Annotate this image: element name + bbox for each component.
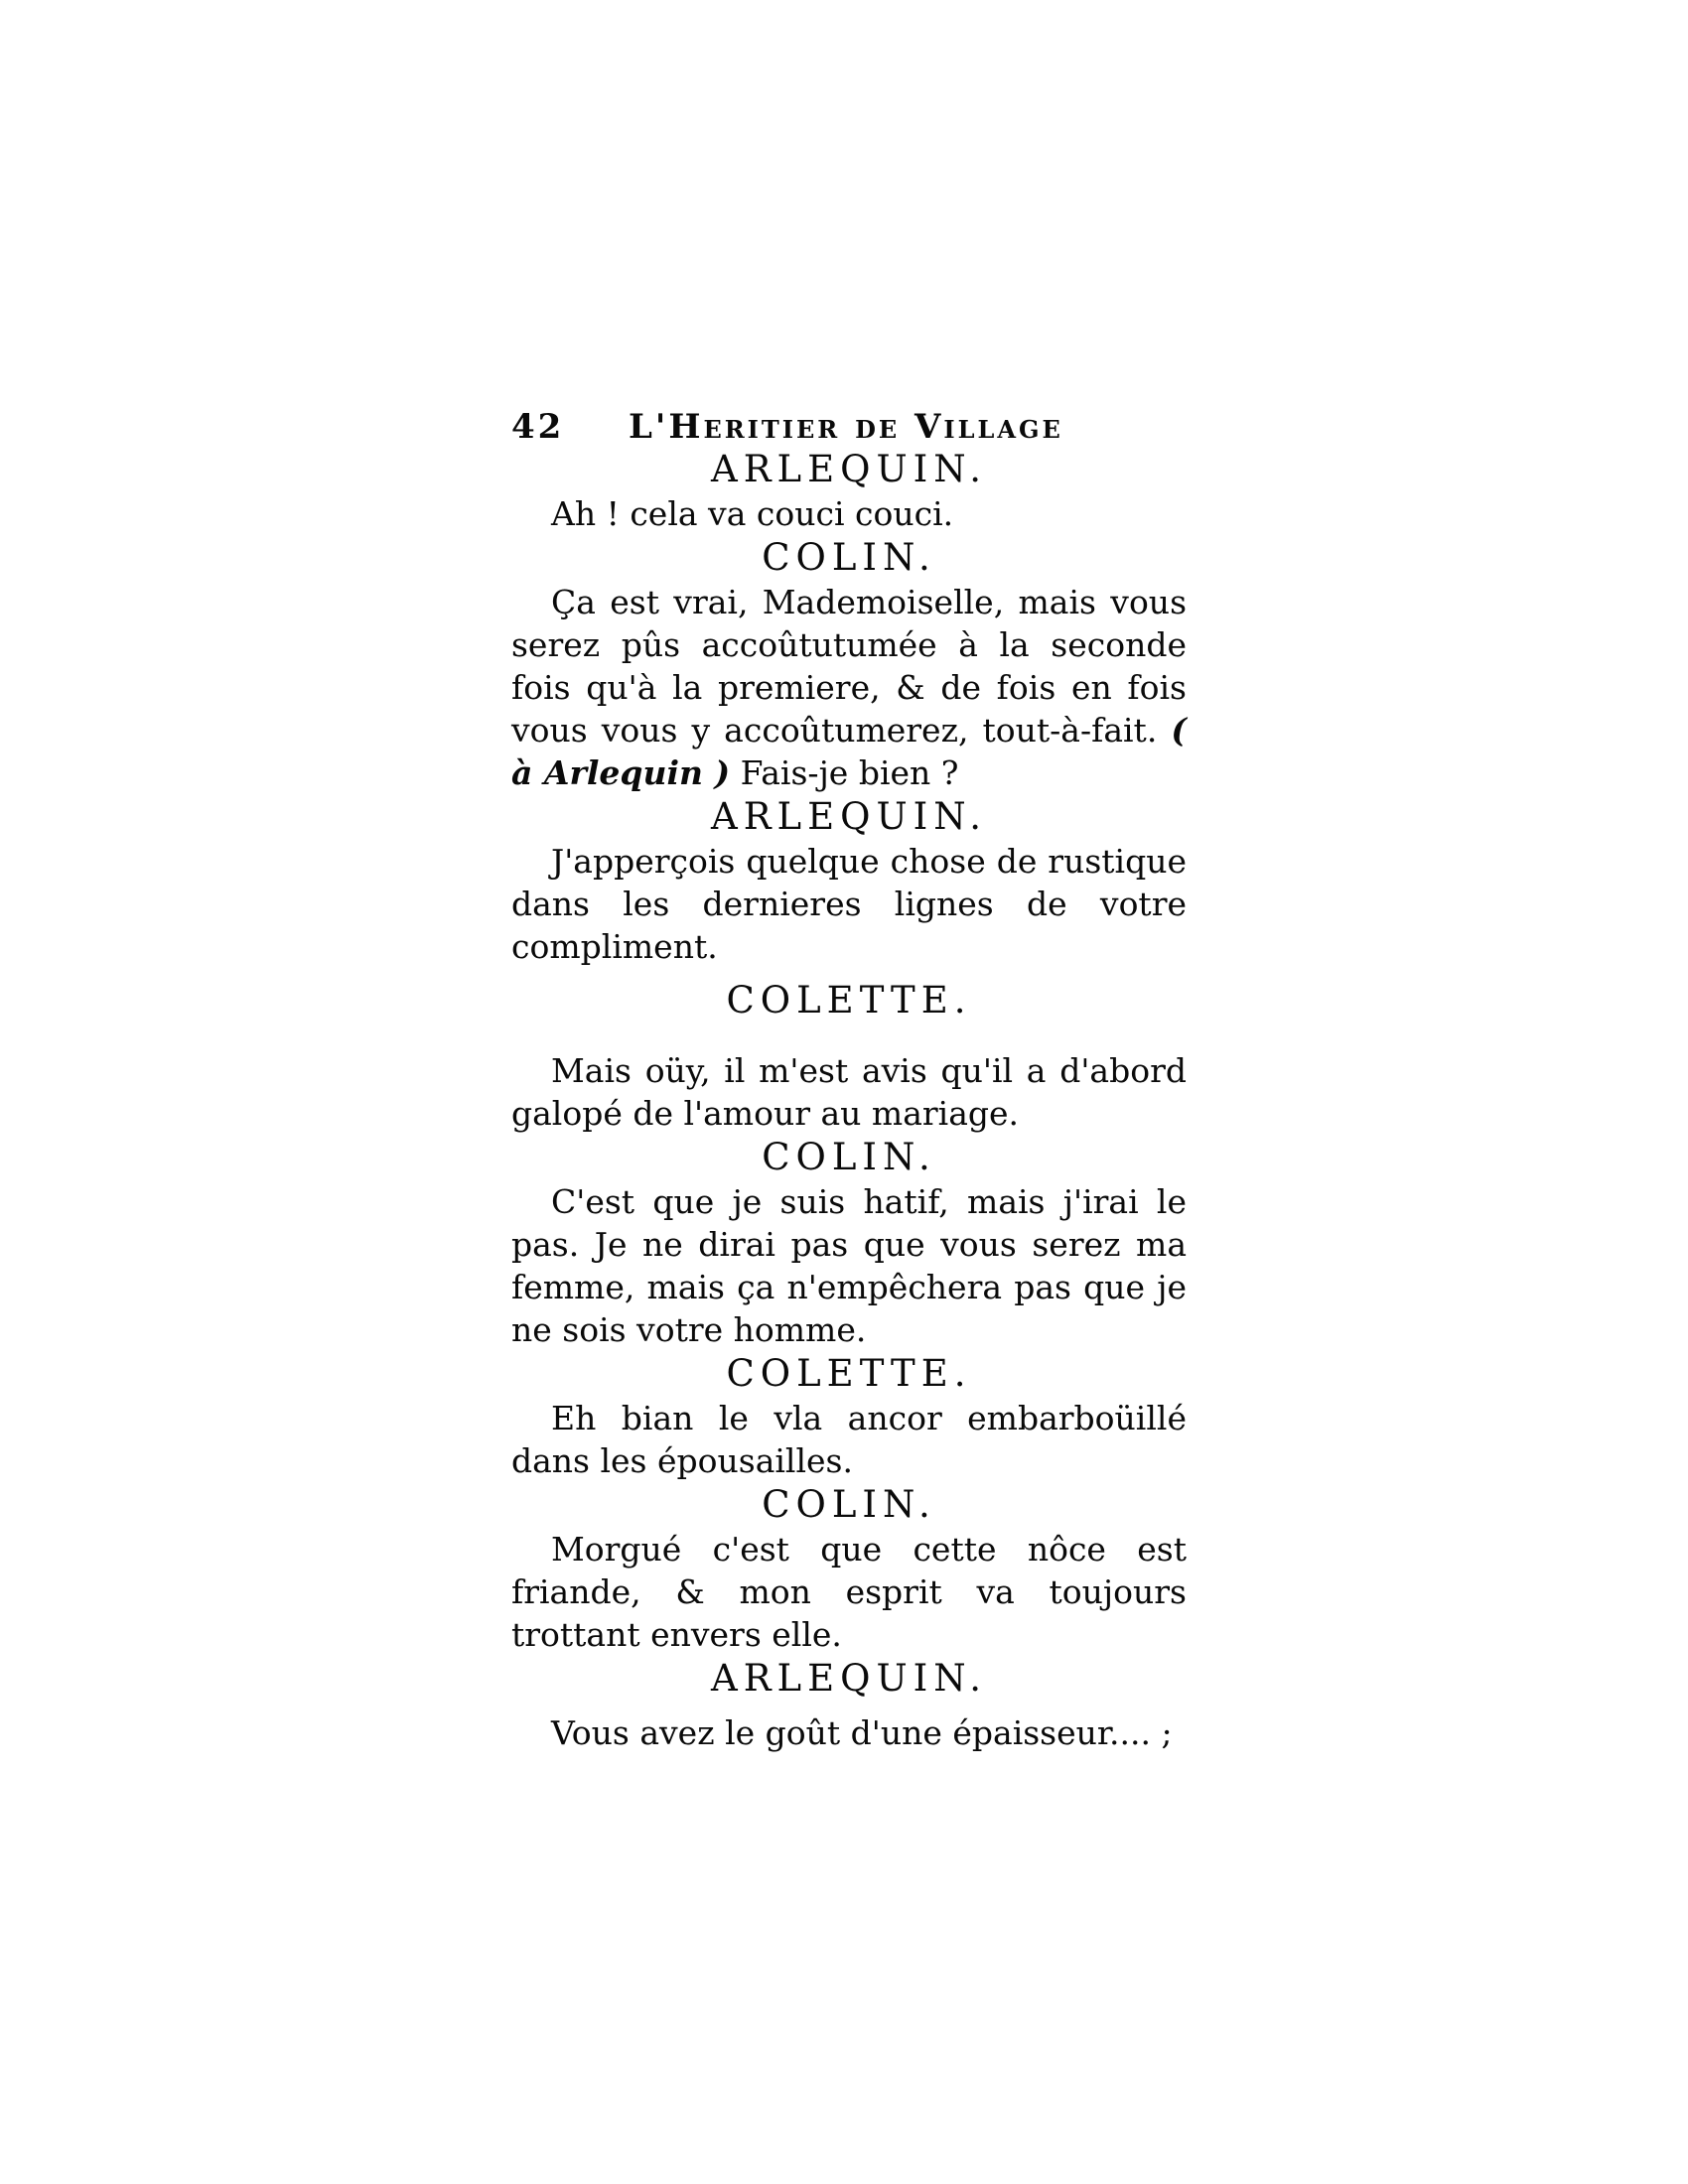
speech-text: Morgué c'est que cette nôce est friande, & mon esprit va toujours trottant envers elle. <box>511 1530 1187 1654</box>
speech-main: Ça est vrai, Mademoiselle, mais vous serez pûs accoûtutumée à la seconde fois qu'à la premiere, & de fois en fois vous vous y accoûtumerez, tout-à-fait. <box>511 583 1187 750</box>
speaker-name: COLIN. <box>762 536 936 579</box>
book-page <box>511 407 1187 1754</box>
speech-text: Vous avez le goût d'une épaisseur.... ; <box>551 1713 1173 1752</box>
speech-text: C'est que je suis hatif, mais j'irai le pas. Je ne dirai pas que vous serez ma femme, mais ça n'empêchera pas que je ne sois votre homme. <box>511 1182 1187 1349</box>
speaker-name: COLETTE. <box>726 1352 972 1395</box>
speech-text: Mais oüy, il m'est avis qu'il a d'abord galopé de l'amour au mariage. <box>511 1051 1187 1133</box>
stage-direction: ( à Arlequin ) <box>511 711 1187 792</box>
page-number: 42 <box>511 407 565 447</box>
speech-text: Ah ! cela va couci couci. <box>551 494 954 533</box>
speaker-name: COLETTE. <box>726 979 972 1022</box>
page-header <box>511 407 1187 447</box>
speech-text: Eh bian le vla ancor embarboüillé dans les épousailles. <box>511 1399 1187 1480</box>
speaker-name: ARLEQUIN. <box>710 1657 988 1700</box>
running-title: L'Heritier de Village <box>629 407 1063 447</box>
speaker-name: ARLEQUIN. <box>710 795 988 838</box>
speaker-name: COLIN. <box>762 1136 936 1178</box>
speech-text <box>511 581 1187 794</box>
speaker-name: COLIN. <box>762 1483 936 1526</box>
speaker-name: ARLEQUIN. <box>710 448 988 490</box>
speech-after: Fais-je bien ? <box>740 753 959 792</box>
speech-text: J'apperçois quelque chose de rustique dans les dernieres lignes de votre compliment. <box>511 842 1187 966</box>
